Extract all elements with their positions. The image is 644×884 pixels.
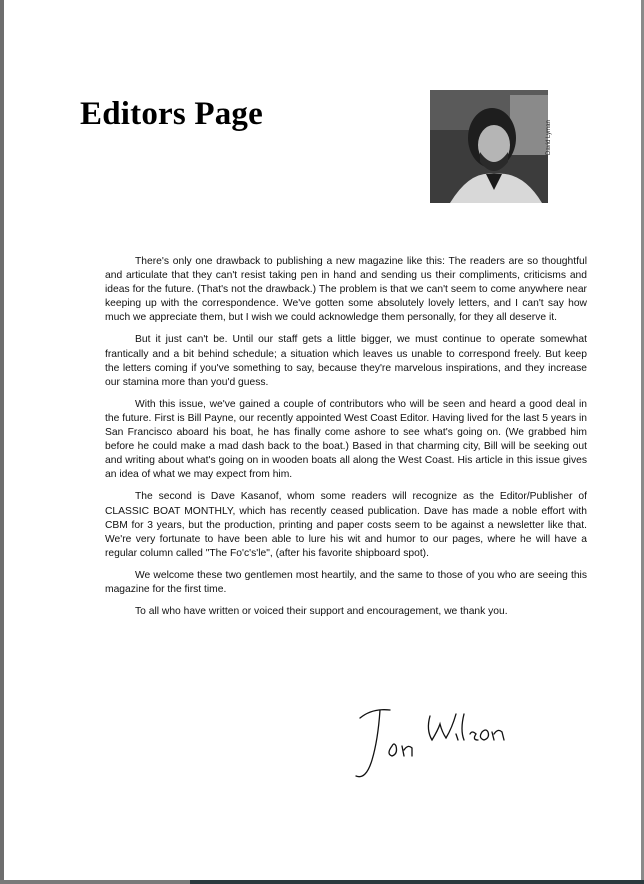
paragraph: We welcome these two gentlemen most heartily, and the same to those of you who are seeing this magazine for the first time. [105, 569, 587, 595]
page-edge-bottom-dark [190, 880, 644, 884]
paragraph: There's only one drawback to publishing a new magazine like this: The readers are so thoughtful and articulate that they can't resist taking pen in hand and sending us their compliments, criticisms and ideas for the future. (That's not the drawback.) The problem is that we can't seem to come anywhere near keeping up with the correspondence. We've gotten some absolutely lovely letters, and I can't say how much we appreciate them, but I wish we could acknowledge them personally, for they all deserve it. [105, 256, 587, 324]
page-edge-left [0, 0, 4, 884]
article-body [105, 255, 587, 627]
editor-photo [430, 90, 548, 203]
paragraph: To all who have written or voiced their support and encouragement, we thank you. [135, 606, 508, 618]
page-title: Editors Page [80, 96, 263, 133]
editor-signature [352, 700, 512, 782]
photo-credit: David Lyman [546, 120, 552, 155]
paragraph: The second is Dave Kasanof, whom some readers will recognize as the Editor/Publisher of CLASSIC BOAT MONTHLY, which has recently ceased publication. Dave has made a noble effort with CBM for 3 years, but the production, printing and paper costs seem to be against a newsletter like that. We're very fortunate to have been able to lure his wit and humor to our pages, where he will have a regular column called "The Fo'c's'le", (after his favorite shipboard spot). [105, 491, 587, 559]
paragraph: But it just can't be. Until our staff gets a little bigger, we must continue to operate somewhat frantically and a bit behind schedule; a situation which leaves us unable to correspond freely. But keep the letters coming if you've something to say, because they're marvelous inspirations, and they increase our stamina more than you'd guess. [105, 334, 587, 388]
paragraph: With this issue, we've gained a couple of contributors who will be seen and heard a good deal in the future. First is Bill Payne, our recently appointed West Coast Editor. Having lived for the last 5 years in San Francisco aboard his boat, he has finally come ashore to see what's going on. (We grabbed him before he could make a mad dash back to the boat.) Based in that charming city, Bill will be seeking out and writing about what's going on in wooden boats all along the West Coast. His article in this issue gives an idea of what we may expect from him. [105, 398, 587, 481]
